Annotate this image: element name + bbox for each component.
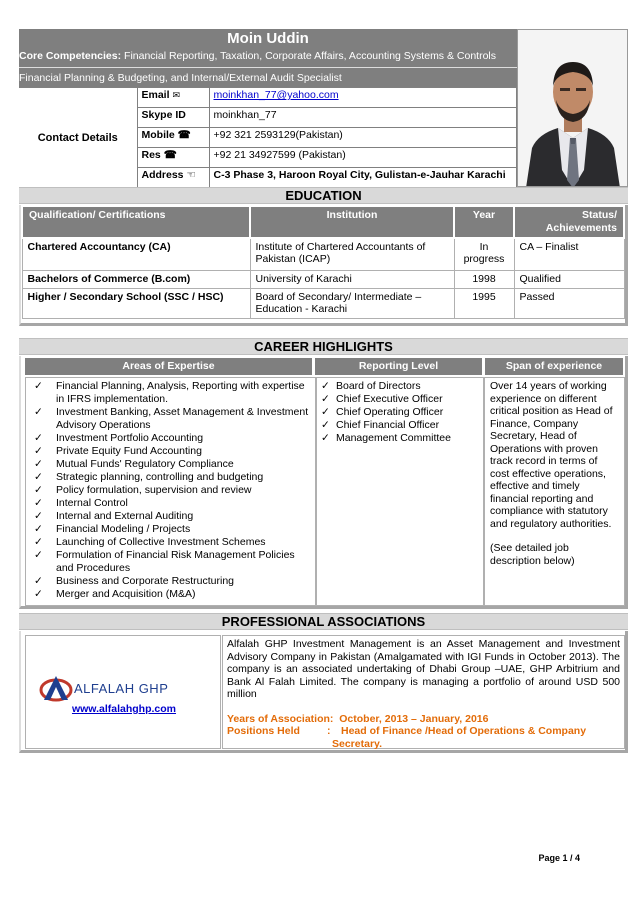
checkmark-icon: ✓ — [34, 523, 43, 535]
career-header-expertise: Areas of Expertise — [25, 358, 312, 375]
edu-header-status: Status/ Achievements — [514, 206, 624, 238]
checkmark-icon: ✓ — [321, 406, 330, 418]
list-item — [26, 471, 315, 484]
table-row — [22, 288, 624, 318]
address-value: C-3 Phase 3, Haroon Royal City, Gulistan-e-Jauhar Karachi — [209, 168, 517, 188]
res-value: +92 21 34927599 (Pakistan) — [209, 148, 517, 168]
checkmark-icon: ✓ — [34, 510, 43, 522]
checkmark-icon: ✓ — [34, 497, 43, 509]
education-title: EDUCATION — [19, 187, 628, 204]
span-note: (See detailed job description below) — [490, 542, 575, 567]
list-item — [26, 536, 315, 549]
years-of-association: Years of Association: October, 2013 – January, 2016 — [227, 712, 489, 725]
list-item-text: Strategic planning, controlling and budgeting — [56, 471, 264, 483]
checkmark-icon: ✓ — [34, 380, 43, 392]
email-link[interactable]: moinkhan_77@yahoo.com — [209, 88, 517, 108]
edu-institution: Board of Secondary/ Intermediate – Education - Karachi — [250, 288, 454, 318]
phone-icon: ☎ — [177, 129, 191, 141]
list-item — [317, 380, 483, 393]
checkmark-icon: ✓ — [321, 393, 330, 405]
list-item — [26, 523, 315, 536]
contact-key-res: Res ☎ — [137, 148, 209, 168]
competencies-line-2: Financial Planning & Budgeting, and Internal/External Audit Specialist — [19, 72, 342, 84]
edu-year: 1995 — [454, 288, 514, 318]
list-item-text: Policy formulation, supervision and review — [56, 484, 252, 496]
associations-title: PROFESSIONAL ASSOCIATIONS — [19, 613, 628, 630]
company-website-link[interactable]: www.alfalahghp.com — [71, 703, 177, 715]
edu-status: Qualified — [514, 270, 624, 288]
list-item — [26, 380, 315, 406]
list-item — [26, 549, 315, 575]
list-item — [26, 575, 315, 588]
career-section — [19, 356, 628, 609]
company-logo-box — [25, 635, 221, 749]
table-row — [22, 270, 624, 288]
contact-key-mobile: Mobile ☎ — [137, 128, 209, 148]
list-item — [317, 393, 483, 406]
edu-institution: Institute of Chartered Accountants of Pakistan (ICAP) — [250, 238, 454, 270]
competencies-line-1: Financial Reporting, Taxation, Corporate Affairs, Accounting Systems & Controls — [124, 50, 496, 62]
checkmark-icon: ✓ — [34, 406, 43, 418]
list-item-text: Merger and Acquisition (M&A) — [56, 588, 196, 600]
checkmark-icon: ✓ — [321, 432, 330, 444]
checkmark-icon: ✓ — [34, 471, 43, 483]
person-photo-icon — [518, 30, 628, 187]
reporting-list-box — [316, 377, 484, 606]
alfalah-logo — [38, 673, 213, 703]
list-item — [26, 588, 315, 601]
list-item — [26, 406, 315, 432]
alfalah-logo-icon — [38, 673, 74, 703]
list-item — [26, 432, 315, 445]
checkmark-icon: ✓ — [321, 380, 330, 392]
edu-qualification: Chartered Accountancy (CA) — [22, 238, 250, 270]
checkmark-icon: ✓ — [34, 432, 43, 444]
span-box — [484, 377, 625, 606]
table-row — [22, 238, 624, 270]
edu-header-year: Year — [454, 206, 514, 238]
checkmark-icon: ✓ — [34, 445, 43, 457]
positions-held: Positions Held : Head of Finance /Head of Operations & Company Secretary. — [227, 725, 587, 750]
list-item-text: Board of Directors — [336, 380, 421, 392]
list-item-text: Chief Financial Officer — [336, 419, 440, 431]
education-section — [19, 205, 628, 326]
list-item-text: Launching of Collective Investment Schemes — [56, 536, 266, 548]
edu-status: Passed — [514, 288, 624, 318]
career-title: CAREER HIGHLIGHTS — [19, 338, 628, 355]
checkmark-icon: ✓ — [34, 458, 43, 470]
checkmark-icon: ✓ — [321, 419, 330, 431]
checkmark-icon: ✓ — [34, 484, 43, 496]
contact-section — [19, 87, 517, 187]
checkmark-icon: ✓ — [34, 536, 43, 548]
list-item-text: Private Equity Fund Accounting — [56, 445, 202, 457]
list-item — [26, 484, 315, 497]
list-item-text: Internal and External Auditing — [56, 510, 194, 522]
edu-qualification: Bachelors of Commerce (B.com) — [22, 270, 250, 288]
contact-key-skype: Skype ID — [137, 108, 209, 128]
list-item — [26, 458, 315, 471]
career-header-reporting: Reporting Level — [315, 358, 482, 375]
span-text: Over 14 years of working experience on different critical position as Head of Finance, Company Secretary, Head of Operations with proven track record in terms of cost effective operations, effective and timely financial reporting and compliance with statutory and regulatory authorities. — [490, 380, 613, 530]
hand-pointer-icon: ☜ — [186, 169, 196, 181]
competencies-box — [19, 48, 517, 87]
logo-text: ALFALAH GHP — [74, 681, 169, 696]
association-details — [222, 635, 625, 749]
associations-section — [19, 631, 628, 753]
edu-header-qualification: Qualification/ Certifications — [22, 206, 250, 238]
list-item-text: Investment Banking, Asset Management & Investment Advisory Operations — [56, 406, 309, 431]
list-item-text: Formulation of Financial Risk Management Policies and Procedures — [56, 549, 295, 574]
list-item — [26, 497, 315, 510]
mobile-value: +92 321 2593129(Pakistan) — [209, 128, 517, 148]
list-item — [317, 406, 483, 419]
list-item-text: Mutual Funds' Regulatory Compliance — [56, 458, 234, 470]
list-item — [317, 432, 483, 445]
page-number: Page 1 / 4 — [538, 853, 580, 863]
list-item-text: Investment Portfolio Accounting — [56, 432, 204, 444]
list-item — [26, 510, 315, 523]
checkmark-icon: ✓ — [34, 575, 43, 587]
checkmark-icon: ✓ — [34, 588, 43, 600]
candidate-name: Moin Uddin — [227, 30, 309, 47]
list-item-text: Business and Corporate Restructuring — [56, 575, 235, 587]
list-item-text: Chief Operating Officer — [336, 406, 444, 418]
company-description: Alfalah GHP Investment Management is an Asset Management and Investment Advisory Company in Pakistan (Amalgamated with IGI Funds in October 2013). The company is an associated undertaking of Dhabi Group –UAE, GHP Arbitrium and Bank Al Falah Limited. The company is managing a portfolio of around USD 500 million — [227, 638, 620, 700]
edu-institution: University of Karachi — [250, 270, 454, 288]
skype-value: moinkhan_77 — [209, 108, 517, 128]
list-item-text: Financial Planning, Analysis, Reporting with expertise in IFRS implementation. — [56, 380, 305, 405]
reporting-list — [317, 380, 483, 445]
profile-photo — [517, 29, 628, 187]
list-item — [26, 445, 315, 458]
expertise-list-box — [25, 377, 316, 606]
competencies-label: Core Competencies: — [19, 50, 122, 62]
career-header-span: Span of experience — [485, 358, 623, 375]
contact-key-email: Email ✉ — [137, 88, 209, 108]
contact-key-address: Address ☜ — [137, 168, 209, 188]
name-banner — [19, 29, 517, 48]
edu-qualification: Higher / Secondary School (SSC / HSC) — [22, 288, 250, 318]
email-icon: ✉ — [172, 90, 180, 100]
edu-year: In progress — [454, 238, 514, 270]
phone-icon: ☎ — [163, 149, 177, 161]
edu-year: 1998 — [454, 270, 514, 288]
contact-details-label: Contact Details — [19, 88, 137, 188]
checkmark-icon: ✓ — [34, 549, 43, 561]
list-item-text: Chief Executive Officer — [336, 393, 443, 405]
expertise-list — [26, 380, 315, 601]
list-item-text: Management Committee — [336, 432, 451, 444]
edu-header-institution: Institution — [250, 206, 454, 238]
list-item-text: Internal Control — [56, 497, 128, 509]
list-item-text: Financial Modeling / Projects — [56, 523, 191, 535]
list-item — [317, 419, 483, 432]
edu-status: CA – Finalist — [514, 238, 624, 270]
